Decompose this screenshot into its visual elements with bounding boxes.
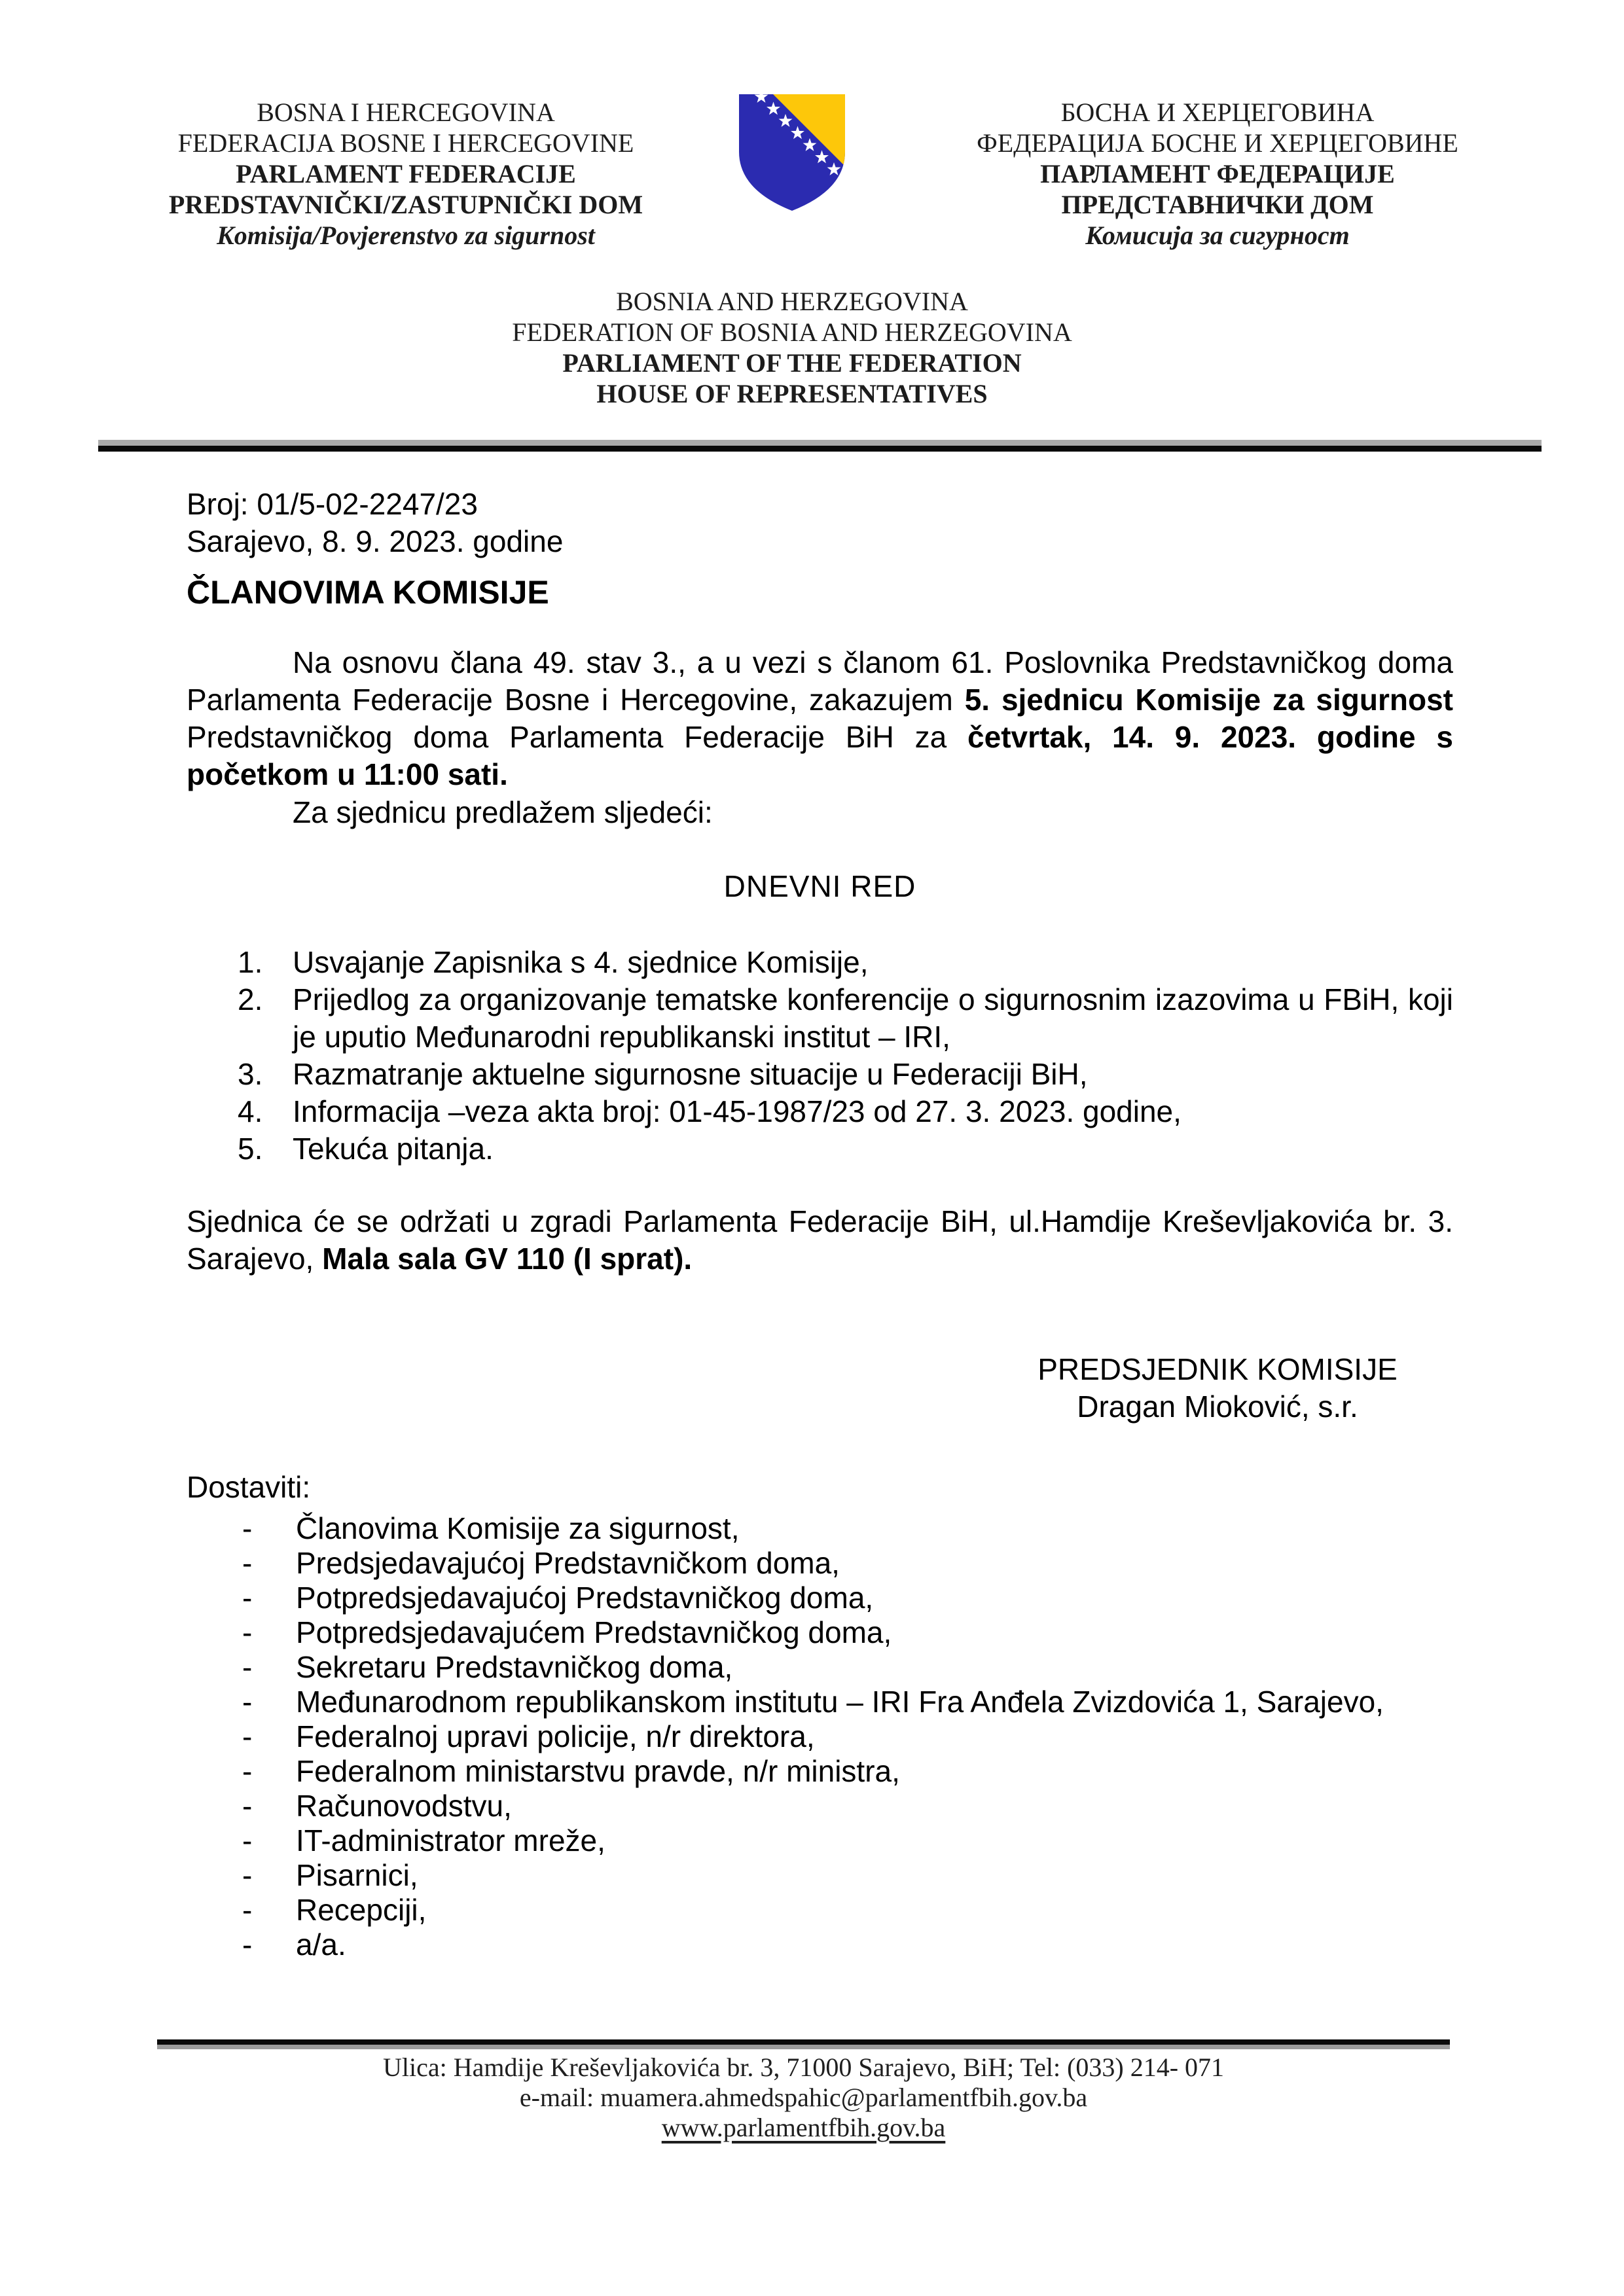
list-dash-marker: - (242, 1615, 253, 1649)
signature-name: Dragan Mioković, s.r. (1077, 1390, 1358, 1424)
list-dash-marker: - (242, 1685, 253, 1719)
list-dash-marker: - (242, 1893, 253, 1927)
letterhead-line: БОСНА И ХЕРЦЕГОВИНА (1060, 98, 1375, 127)
distribution-label: Dostaviti: (187, 1470, 311, 1504)
agenda-item (187, 1093, 1453, 1130)
list-dash-marker: - (242, 1650, 253, 1684)
session-datetime-bold: četvrtak, 14. 9. 2023. godine s početkom u 11:00 sati. (187, 720, 1453, 791)
distribution-item-text: Pisarnici, (296, 1858, 418, 1892)
agenda-item (187, 981, 1453, 1056)
agenda-item-number: 5. (238, 1132, 263, 1166)
distribution-item-text: Predsjedavajućoj Predstavničkom doma, (296, 1546, 840, 1580)
footer-address: Ulica: Hamdije Kreševljakovića br. 3, 71000 Sarajevo, BiH; Tel: (033) 214- 071 (382, 2053, 1225, 2082)
letterhead-line: ПРЕДСТАВНИЧКИ ДОМ (1061, 190, 1374, 219)
list-dash-marker: - (242, 1719, 253, 1753)
letterhead-line: FEDERATION OF BOSNIA AND HERZEGOVINA (512, 317, 1072, 347)
reference-number: Broj: 01/5-02-2247/23 (187, 487, 478, 521)
list-dash-marker: - (242, 1754, 253, 1788)
agenda-item-text: Usvajanje Zapisnika s 4. sjednice Komisije, (293, 945, 869, 979)
date-line: Sarajevo, 8. 9. 2023. godine (187, 524, 564, 558)
list-dash-marker: - (242, 1511, 253, 1545)
intro-text: Predstavničkog doma Parlamenta Federacije BiH za (187, 720, 968, 754)
distribution-item-text: Recepciji, (296, 1893, 427, 1927)
list-dash-marker: - (242, 1546, 253, 1580)
letterhead-line: PREDSTAVNIČKI/ZASTUPNIČKI DOM (168, 190, 643, 219)
letterhead-bosnian (111, 97, 700, 251)
agenda-item (187, 1056, 1453, 1093)
bih-coat-of-arms-icon (735, 93, 849, 212)
distribution-item (187, 1546, 1453, 1581)
distribution-item-text: Članovima Komisije za sigurnost, (296, 1511, 740, 1545)
distribution-item (187, 1719, 1453, 1754)
distribution-block (187, 1469, 1453, 1962)
list-dash-marker: - (242, 1581, 253, 1615)
distribution-item-text: IT-administrator mreže, (296, 1823, 605, 1857)
footer-website-link: www.parlamentfbih.gov.ba (661, 2113, 946, 2142)
letterhead-line: PARLIAMENT OF THE FEDERATION (562, 348, 1022, 378)
agenda-item-number: 4. (238, 1094, 263, 1128)
footer-block (157, 2053, 1450, 2143)
distribution-item-text: Federalnoj upravi policije, n/r direktora, (296, 1719, 815, 1753)
meeting-room-bold: Mala sala GV 110 (I sprat). (322, 1242, 693, 1276)
addressee-heading: ČLANOVIMA KOMISIJE (187, 574, 549, 611)
distribution-item (187, 1685, 1453, 1719)
letterhead-committee-line: Komisija/Povjerenstvo za sigurnost (217, 221, 595, 250)
agenda-list (187, 944, 1453, 1168)
distribution-item (187, 1754, 1453, 1789)
proposal-line: Za sjednicu predlažem sljedeći: (293, 795, 713, 829)
distribution-item-text: Potpredsjedavajućem Predstavničkog doma, (296, 1615, 892, 1649)
letterhead-line: PARLAMENT FEDERACIJE (236, 159, 576, 188)
list-dash-marker: - (242, 1928, 253, 1962)
letterhead-line: BOSNIA AND HERZEGOVINA (616, 287, 968, 316)
agenda-item-text: Informacija –veza akta broj: 01-45-1987/23 od 27. 3. 2023. godine, (293, 1094, 1182, 1128)
distribution-item (187, 1615, 1453, 1650)
agenda-item-text: Tekuća pitanja. (293, 1132, 494, 1166)
letterhead-line: FEDERACIJA BOSNE I HERCEGOVINE (177, 128, 634, 158)
letterhead-cyrillic (923, 97, 1512, 251)
session-title-bold: 5. sjednicu Komisije za sigurnost (964, 683, 1453, 717)
agenda-item-number: 1. (238, 945, 263, 979)
letterhead-line: ПАРЛАМЕНТ ФЕДЕРАЦИЈЕ (1040, 159, 1395, 188)
distribution-item (187, 1650, 1453, 1685)
list-dash-marker: - (242, 1823, 253, 1857)
intro-paragraph (187, 644, 1453, 793)
letterhead-committee-line: Комисија за сигурност (1085, 221, 1350, 250)
intro-text: Na osnovu člana 49. stav 3., a u vezi s članom 61. Poslovnika Predstavničkog doma Parlamenta Federacije Bosne i Hercegovine, zakazujem (187, 645, 1453, 717)
distribution-item (187, 1581, 1453, 1615)
distribution-item-text: Međunarodnom republikanskom institutu – IRI Fra Anđela Zvizdovića 1, Sarajevo, (296, 1685, 1384, 1719)
letterhead-line: ФЕДЕРАЦИЈА БОСНЕ И ХЕРЦЕГОВИНЕ (977, 128, 1458, 158)
distribution-item (187, 1511, 1453, 1546)
letterhead-line: BOSNA I HERCEGOVINA (257, 98, 555, 127)
list-dash-marker: - (242, 1858, 253, 1892)
list-dash-marker: - (242, 1789, 253, 1823)
agenda-item (187, 944, 1453, 981)
distribution-item-text: a/a. (296, 1928, 346, 1962)
agenda-title: DNEVNI RED (723, 869, 916, 903)
footer-divider (157, 2039, 1450, 2049)
distribution-item-text: Računovodstvu, (296, 1789, 512, 1823)
distribution-item (187, 1789, 1453, 1823)
agenda-item-text: Prijedlog za organizovanje tematske konferencije o sigurnosnim izazovima u FBiH, koji je uputio Međunarodni republikanski institut – IRI, (293, 982, 1453, 1054)
footer-email: e-mail: muamera.ahmedspahic@parlamentfbih.gov.ba (519, 2083, 1088, 2112)
signature-title: PREDSJEDNIK KOMISIJE (1038, 1352, 1398, 1386)
location-text: Sjednica će se održati u zgradi Parlamenta Federacije BiH, ul.Hamdije Kreševljakovića br. 3. Sarajevo, (187, 1204, 1453, 1276)
agenda-item (187, 1130, 1453, 1168)
agenda-item-number: 3. (238, 1057, 263, 1091)
letterhead-line: HOUSE OF REPRESENTATIVES (596, 379, 988, 408)
agenda-item-text: Razmatranje aktuelne sigurnosne situacije u Federaciji BiH, (293, 1057, 1088, 1091)
distribution-item (187, 1823, 1453, 1858)
location-paragraph (187, 1203, 1453, 1278)
distribution-item (187, 1893, 1453, 1928)
agenda-item-number: 2. (238, 982, 263, 1016)
distribution-item-text: Sekretaru Predstavničkog doma, (296, 1650, 733, 1684)
distribution-item-text: Federalnom ministarstvu pravde, n/r ministra, (296, 1754, 900, 1788)
letterhead-english (216, 286, 1368, 409)
signature-block (956, 1351, 1479, 1426)
header-divider (98, 440, 1542, 452)
reference-block (187, 486, 563, 560)
distribution-item (187, 1858, 1453, 1893)
distribution-item (187, 1928, 1453, 1962)
distribution-item-text: Potpredsjedavajućoj Predstavničkog doma, (296, 1581, 874, 1615)
